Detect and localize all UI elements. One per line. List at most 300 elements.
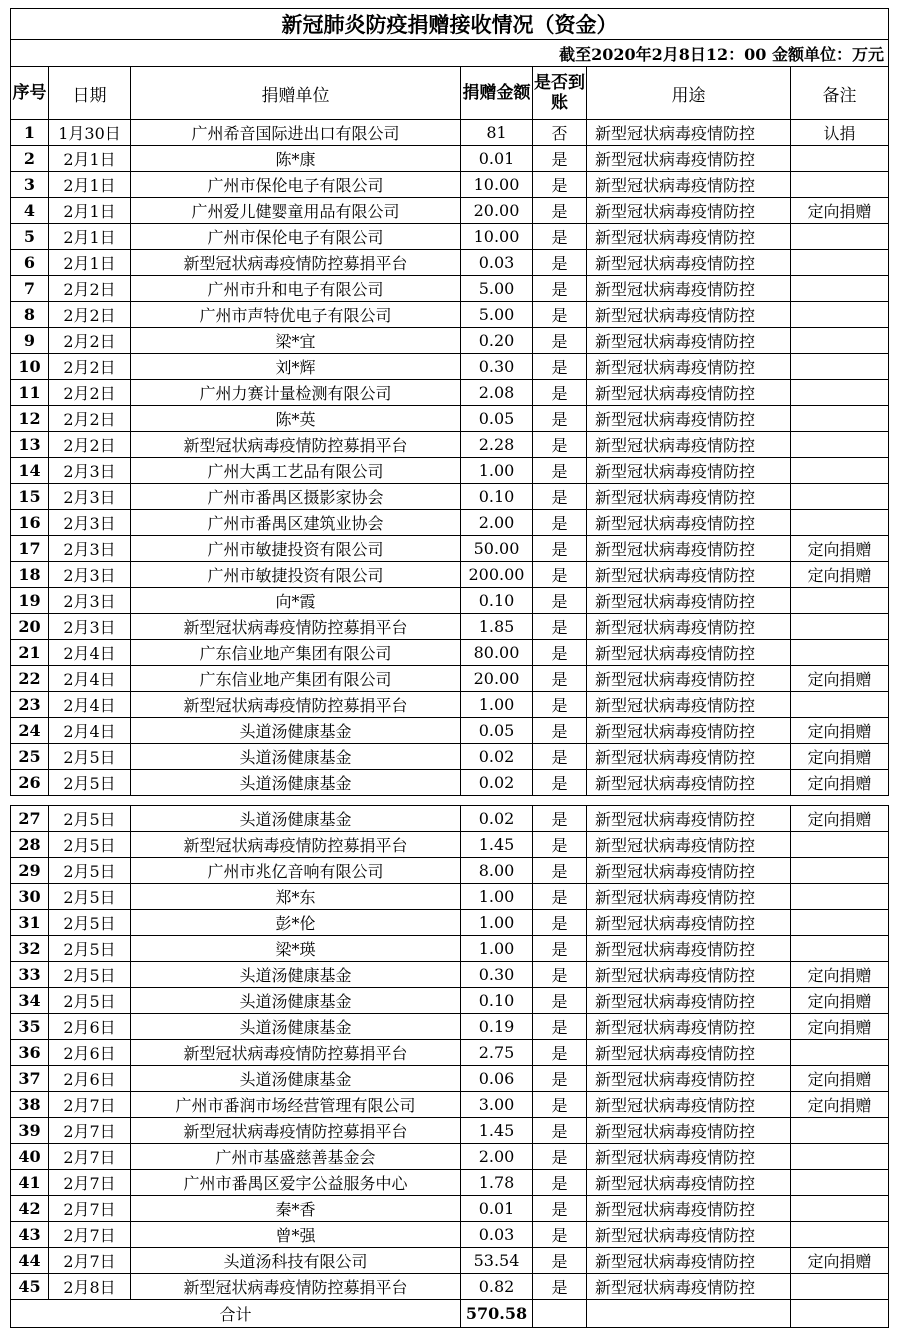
row-amount: 5.00 <box>461 276 533 302</box>
row-donor: 梁*宜 <box>131 328 461 354</box>
row-purpose: 新型冠状病毒疫情防控 <box>587 1118 791 1144</box>
table-row <box>11 302 889 328</box>
row-amount: 1.00 <box>461 910 533 936</box>
row-amount: 0.03 <box>461 250 533 276</box>
row-amount: 2.28 <box>461 432 533 458</box>
row-remark: 定向捐赠 <box>791 1014 889 1040</box>
row-number: 28 <box>11 832 49 858</box>
row-date: 2月4日 <box>49 666 131 692</box>
row-purpose: 新型冠状病毒疫情防控 <box>587 146 791 172</box>
table-row <box>11 198 889 224</box>
table-row <box>11 1170 889 1196</box>
row-remark: 定向捐赠 <box>791 536 889 562</box>
row-amount: 0.10 <box>461 588 533 614</box>
row-date: 1月30日 <box>49 120 131 146</box>
row-amount: 3.00 <box>461 1092 533 1118</box>
row-date: 2月4日 <box>49 692 131 718</box>
row-purpose: 新型冠状病毒疫情防控 <box>587 988 791 1014</box>
row-donor: 广州市番禺区建筑业协会 <box>131 510 461 536</box>
header-received: 是否到账 <box>533 67 587 120</box>
row-donor: 梁*瑛 <box>131 936 461 962</box>
row-purpose: 新型冠状病毒疫情防控 <box>587 1014 791 1040</box>
row-date: 2月5日 <box>49 910 131 936</box>
row-date: 2月7日 <box>49 1170 131 1196</box>
row-received: 是 <box>533 458 587 484</box>
row-received: 是 <box>533 718 587 744</box>
row-number: 23 <box>11 692 49 718</box>
row-received: 是 <box>533 744 587 770</box>
row-purpose: 新型冠状病毒疫情防控 <box>587 120 791 146</box>
row-amount: 0.01 <box>461 146 533 172</box>
row-donor: 广州市声特优电子有限公司 <box>131 302 461 328</box>
row-number: 39 <box>11 1118 49 1144</box>
row-donor: 广东信业地产集团有限公司 <box>131 666 461 692</box>
table-row <box>11 250 889 276</box>
row-donor: 广州大禹工艺品有限公司 <box>131 458 461 484</box>
row-purpose: 新型冠状病毒疫情防控 <box>587 250 791 276</box>
total-amount: 570.58 <box>461 1300 533 1328</box>
row-purpose: 新型冠状病毒疫情防控 <box>587 380 791 406</box>
row-donor: 新型冠状病毒疫情防控募捐平台 <box>131 432 461 458</box>
row-number: 36 <box>11 1040 49 1066</box>
row-purpose: 新型冠状病毒疫情防控 <box>587 536 791 562</box>
row-received: 是 <box>533 832 587 858</box>
row-received: 是 <box>533 1014 587 1040</box>
row-number: 32 <box>11 936 49 962</box>
row-received: 否 <box>533 120 587 146</box>
row-amount: 0.82 <box>461 1274 533 1300</box>
table-row <box>11 406 889 432</box>
row-received: 是 <box>533 988 587 1014</box>
row-remark <box>791 380 889 406</box>
row-remark: 定向捐赠 <box>791 1066 889 1092</box>
row-donor: 新型冠状病毒疫情防控募捐平台 <box>131 1118 461 1144</box>
row-donor: 广州市番禺区爱宇公益服务中心 <box>131 1170 461 1196</box>
row-date: 2月3日 <box>49 614 131 640</box>
row-donor: 广州市兆亿音响有限公司 <box>131 858 461 884</box>
row-received: 是 <box>533 1170 587 1196</box>
row-purpose: 新型冠状病毒疫情防控 <box>587 640 791 666</box>
table-row <box>11 1144 889 1170</box>
row-donor: 头道汤健康基金 <box>131 962 461 988</box>
row-received: 是 <box>533 910 587 936</box>
donation-table <box>10 8 889 1328</box>
row-received: 是 <box>533 640 587 666</box>
row-received: 是 <box>533 484 587 510</box>
row-date: 2月7日 <box>49 1092 131 1118</box>
row-remark <box>791 302 889 328</box>
row-remark: 定向捐赠 <box>791 770 889 796</box>
row-amount: 0.02 <box>461 806 533 832</box>
row-remark: 定向捐赠 <box>791 1248 889 1274</box>
row-amount: 53.54 <box>461 1248 533 1274</box>
row-number: 16 <box>11 510 49 536</box>
row-received: 是 <box>533 936 587 962</box>
row-purpose: 新型冠状病毒疫情防控 <box>587 962 791 988</box>
donation-sheet <box>10 8 888 1328</box>
row-received: 是 <box>533 406 587 432</box>
header-amount: 捐赠金额 <box>461 67 533 120</box>
row-remark <box>791 1040 889 1066</box>
row-received: 是 <box>533 1222 587 1248</box>
row-date: 2月6日 <box>49 1014 131 1040</box>
row-date: 2月5日 <box>49 884 131 910</box>
row-amount: 0.10 <box>461 988 533 1014</box>
row-received: 是 <box>533 1092 587 1118</box>
total-label: 合计 <box>11 1300 461 1328</box>
row-received: 是 <box>533 770 587 796</box>
row-donor: 头道汤健康基金 <box>131 770 461 796</box>
row-remark <box>791 692 889 718</box>
row-amount: 80.00 <box>461 640 533 666</box>
row-number: 44 <box>11 1248 49 1274</box>
row-received: 是 <box>533 614 587 640</box>
row-amount: 81 <box>461 120 533 146</box>
row-amount: 1.00 <box>461 936 533 962</box>
row-date: 2月3日 <box>49 484 131 510</box>
row-remark <box>791 1222 889 1248</box>
row-date: 2月7日 <box>49 1196 131 1222</box>
table-row <box>11 692 889 718</box>
table-row <box>11 1014 889 1040</box>
row-received: 是 <box>533 224 587 250</box>
row-remark: 定向捐赠 <box>791 988 889 1014</box>
row-date: 2月7日 <box>49 1248 131 1274</box>
row-remark <box>791 328 889 354</box>
row-number: 5 <box>11 224 49 250</box>
row-amount: 1.00 <box>461 458 533 484</box>
row-donor: 新型冠状病毒疫情防控募捐平台 <box>131 1274 461 1300</box>
row-amount: 2.08 <box>461 380 533 406</box>
row-purpose: 新型冠状病毒疫情防控 <box>587 302 791 328</box>
table-row <box>11 936 889 962</box>
row-donor: 头道汤健康基金 <box>131 1066 461 1092</box>
table-row <box>11 1118 889 1144</box>
row-donor: 广州市保伦电子有限公司 <box>131 224 461 250</box>
row-donor: 广州市敏捷投资有限公司 <box>131 562 461 588</box>
row-donor: 头道汤健康基金 <box>131 1014 461 1040</box>
row-purpose: 新型冠状病毒疫情防控 <box>587 224 791 250</box>
row-remark <box>791 1170 889 1196</box>
row-purpose: 新型冠状病毒疫情防控 <box>587 806 791 832</box>
row-number: 33 <box>11 962 49 988</box>
row-remark <box>791 614 889 640</box>
row-number: 45 <box>11 1274 49 1300</box>
table-row <box>11 1248 889 1274</box>
row-received: 是 <box>533 172 587 198</box>
row-date: 2月7日 <box>49 1222 131 1248</box>
row-received: 是 <box>533 1066 587 1092</box>
row-purpose: 新型冠状病毒疫情防控 <box>587 354 791 380</box>
row-number: 34 <box>11 988 49 1014</box>
row-remark: 定向捐赠 <box>791 962 889 988</box>
table-row <box>11 858 889 884</box>
row-purpose: 新型冠状病毒疫情防控 <box>587 172 791 198</box>
row-donor: 广州市番润市场经营管理有限公司 <box>131 1092 461 1118</box>
row-purpose: 新型冠状病毒疫情防控 <box>587 484 791 510</box>
row-remark <box>791 406 889 432</box>
row-date: 2月1日 <box>49 250 131 276</box>
row-date: 2月2日 <box>49 380 131 406</box>
row-number: 12 <box>11 406 49 432</box>
row-donor: 头道汤健康基金 <box>131 988 461 1014</box>
row-amount: 2.75 <box>461 1040 533 1066</box>
row-purpose: 新型冠状病毒疫情防控 <box>587 1092 791 1118</box>
row-date: 2月5日 <box>49 744 131 770</box>
row-number: 4 <box>11 198 49 224</box>
row-remark <box>791 458 889 484</box>
row-remark <box>791 484 889 510</box>
table-row <box>11 770 889 796</box>
row-amount: 200.00 <box>461 562 533 588</box>
row-purpose: 新型冠状病毒疫情防控 <box>587 198 791 224</box>
row-purpose: 新型冠状病毒疫情防控 <box>587 458 791 484</box>
row-received: 是 <box>533 806 587 832</box>
row-date: 2月1日 <box>49 198 131 224</box>
row-date: 2月6日 <box>49 1040 131 1066</box>
row-number: 35 <box>11 1014 49 1040</box>
row-remark <box>791 1144 889 1170</box>
row-date: 2月8日 <box>49 1274 131 1300</box>
row-purpose: 新型冠状病毒疫情防控 <box>587 1040 791 1066</box>
row-number: 18 <box>11 562 49 588</box>
row-donor: 广东信业地产集团有限公司 <box>131 640 461 666</box>
row-amount: 0.02 <box>461 770 533 796</box>
row-donor: 广州市保伦电子有限公司 <box>131 172 461 198</box>
row-received: 是 <box>533 858 587 884</box>
row-number: 24 <box>11 718 49 744</box>
table-row <box>11 276 889 302</box>
row-donor: 广州市基盛慈善基金会 <box>131 1144 461 1170</box>
row-purpose: 新型冠状病毒疫情防控 <box>587 588 791 614</box>
row-date: 2月3日 <box>49 562 131 588</box>
row-date: 2月3日 <box>49 588 131 614</box>
row-received: 是 <box>533 1144 587 1170</box>
row-amount: 0.06 <box>461 1066 533 1092</box>
table-row <box>11 1092 889 1118</box>
row-remark <box>791 884 889 910</box>
row-amount: 10.00 <box>461 172 533 198</box>
table-row <box>11 484 889 510</box>
row-date: 2月2日 <box>49 432 131 458</box>
table-row <box>11 806 889 832</box>
row-donor: 向*霞 <box>131 588 461 614</box>
row-date: 2月5日 <box>49 988 131 1014</box>
row-date: 2月1日 <box>49 146 131 172</box>
row-amount: 1.45 <box>461 832 533 858</box>
row-donor: 曾*强 <box>131 1222 461 1248</box>
row-amount: 2.00 <box>461 1144 533 1170</box>
row-number: 21 <box>11 640 49 666</box>
row-purpose: 新型冠状病毒疫情防控 <box>587 770 791 796</box>
row-date: 2月2日 <box>49 276 131 302</box>
row-donor: 陈*康 <box>131 146 461 172</box>
row-date: 2月2日 <box>49 406 131 432</box>
table-row <box>11 1040 889 1066</box>
row-received: 是 <box>533 666 587 692</box>
row-purpose: 新型冠状病毒疫情防控 <box>587 858 791 884</box>
row-purpose: 新型冠状病毒疫情防控 <box>587 510 791 536</box>
row-amount: 0.30 <box>461 354 533 380</box>
row-received: 是 <box>533 562 587 588</box>
row-donor: 新型冠状病毒疫情防控募捐平台 <box>131 1040 461 1066</box>
row-date: 2月4日 <box>49 718 131 744</box>
row-number: 40 <box>11 1144 49 1170</box>
row-number: 2 <box>11 146 49 172</box>
row-amount: 1.78 <box>461 1170 533 1196</box>
row-amount: 2.00 <box>461 510 533 536</box>
row-donor: 广州市番禺区摄影家协会 <box>131 484 461 510</box>
row-purpose: 新型冠状病毒疫情防控 <box>587 832 791 858</box>
header-donor: 捐赠单位 <box>131 67 461 120</box>
row-purpose: 新型冠状病毒疫情防控 <box>587 614 791 640</box>
row-date: 2月2日 <box>49 354 131 380</box>
table-row <box>11 718 889 744</box>
row-purpose: 新型冠状病毒疫情防控 <box>587 936 791 962</box>
row-date: 2月5日 <box>49 832 131 858</box>
table-row <box>11 1274 889 1300</box>
table-row <box>11 380 889 406</box>
row-number: 19 <box>11 588 49 614</box>
row-date: 2月2日 <box>49 328 131 354</box>
table-row <box>11 962 889 988</box>
row-amount: 1.45 <box>461 1118 533 1144</box>
row-purpose: 新型冠状病毒疫情防控 <box>587 432 791 458</box>
row-received: 是 <box>533 1196 587 1222</box>
row-date: 2月5日 <box>49 962 131 988</box>
row-remark <box>791 276 889 302</box>
table-row <box>11 224 889 250</box>
table-body <box>11 120 889 1328</box>
row-amount: 8.00 <box>461 858 533 884</box>
row-donor: 彭*伦 <box>131 910 461 936</box>
row-date: 2月5日 <box>49 858 131 884</box>
row-date: 2月1日 <box>49 224 131 250</box>
row-donor: 广州爱儿健婴童用品有限公司 <box>131 198 461 224</box>
row-received: 是 <box>533 380 587 406</box>
row-remark <box>791 588 889 614</box>
row-purpose: 新型冠状病毒疫情防控 <box>587 1222 791 1248</box>
row-number: 29 <box>11 858 49 884</box>
row-received: 是 <box>533 328 587 354</box>
row-received: 是 <box>533 884 587 910</box>
row-date: 2月2日 <box>49 302 131 328</box>
row-donor: 广州市敏捷投资有限公司 <box>131 536 461 562</box>
row-number: 7 <box>11 276 49 302</box>
table-row <box>11 910 889 936</box>
row-remark <box>791 858 889 884</box>
row-remark <box>791 1196 889 1222</box>
table-row <box>11 562 889 588</box>
row-amount: 0.02 <box>461 744 533 770</box>
row-amount: 20.00 <box>461 198 533 224</box>
row-date: 2月6日 <box>49 1066 131 1092</box>
row-number: 25 <box>11 744 49 770</box>
row-donor: 郑*东 <box>131 884 461 910</box>
row-remark <box>791 1118 889 1144</box>
table-row <box>11 172 889 198</box>
row-number: 3 <box>11 172 49 198</box>
row-number: 13 <box>11 432 49 458</box>
row-purpose: 新型冠状病毒疫情防控 <box>587 1248 791 1274</box>
row-received: 是 <box>533 692 587 718</box>
row-donor: 头道汤健康基金 <box>131 718 461 744</box>
row-remark <box>791 432 889 458</box>
row-purpose: 新型冠状病毒疫情防控 <box>587 406 791 432</box>
row-received: 是 <box>533 1040 587 1066</box>
header-index: 序号 <box>11 67 49 120</box>
total-empty-cell <box>587 1300 791 1328</box>
row-received: 是 <box>533 432 587 458</box>
row-amount: 0.19 <box>461 1014 533 1040</box>
row-donor: 广州希音国际进出口有限公司 <box>131 120 461 146</box>
row-amount: 50.00 <box>461 536 533 562</box>
row-received: 是 <box>533 536 587 562</box>
table-row <box>11 458 889 484</box>
table-row <box>11 536 889 562</box>
table-row <box>11 432 889 458</box>
table-row <box>11 832 889 858</box>
row-number: 8 <box>11 302 49 328</box>
row-received: 是 <box>533 146 587 172</box>
row-amount: 0.05 <box>461 406 533 432</box>
row-number: 9 <box>11 328 49 354</box>
table-row <box>11 666 889 692</box>
row-number: 17 <box>11 536 49 562</box>
row-amount: 1.00 <box>461 692 533 718</box>
row-remark: 定向捐赠 <box>791 562 889 588</box>
row-received: 是 <box>533 250 587 276</box>
row-remark <box>791 936 889 962</box>
total-empty-cell <box>533 1300 587 1328</box>
row-donor: 头道汤科技有限公司 <box>131 1248 461 1274</box>
row-received: 是 <box>533 276 587 302</box>
row-number: 38 <box>11 1092 49 1118</box>
row-number: 11 <box>11 380 49 406</box>
row-purpose: 新型冠状病毒疫情防控 <box>587 692 791 718</box>
row-remark: 定向捐赠 <box>791 1092 889 1118</box>
row-number: 6 <box>11 250 49 276</box>
row-amount: 20.00 <box>461 666 533 692</box>
header-date: 日期 <box>49 67 131 120</box>
table-row <box>11 640 889 666</box>
row-donor: 陈*英 <box>131 406 461 432</box>
row-received: 是 <box>533 510 587 536</box>
row-received: 是 <box>533 1274 587 1300</box>
row-number: 41 <box>11 1170 49 1196</box>
header-remark: 备注 <box>791 67 889 120</box>
row-amount: 0.10 <box>461 484 533 510</box>
row-donor: 新型冠状病毒疫情防控募捐平台 <box>131 832 461 858</box>
row-date: 2月7日 <box>49 1118 131 1144</box>
row-amount: 10.00 <box>461 224 533 250</box>
row-received: 是 <box>533 588 587 614</box>
row-received: 是 <box>533 302 587 328</box>
page-break-gap <box>11 796 889 806</box>
row-donor: 秦*香 <box>131 1196 461 1222</box>
row-number: 14 <box>11 458 49 484</box>
row-date: 2月5日 <box>49 806 131 832</box>
row-number: 10 <box>11 354 49 380</box>
table-row <box>11 1066 889 1092</box>
row-purpose: 新型冠状病毒疫情防控 <box>587 744 791 770</box>
row-remark <box>791 910 889 936</box>
row-amount: 0.30 <box>461 962 533 988</box>
row-purpose: 新型冠状病毒疫情防控 <box>587 666 791 692</box>
row-number: 27 <box>11 806 49 832</box>
row-date: 2月7日 <box>49 1144 131 1170</box>
row-remark <box>791 224 889 250</box>
